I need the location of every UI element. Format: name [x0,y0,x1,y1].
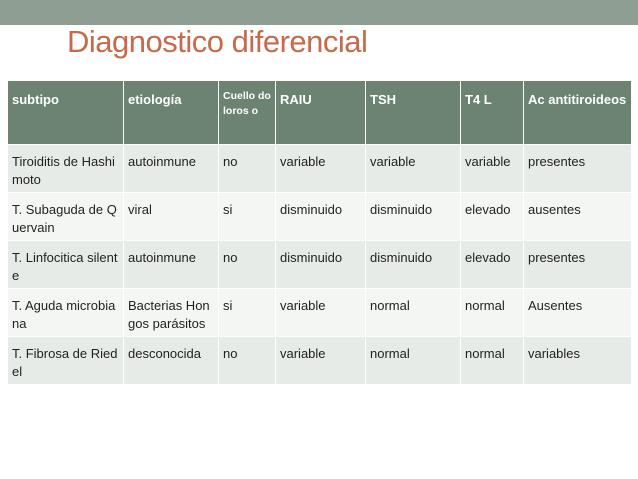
table-cell: Tiroiditis de Hashimoto [8,145,124,193]
table-cell: T. Linfocitica silente [8,241,124,289]
table-cell: normal [366,337,461,385]
table-cell: Bacterias Hongos parásitos [124,289,219,337]
table-cell: elevado [461,193,524,241]
table-cell: T. Aguda microbiana [8,289,124,337]
table-cell: variable [276,337,366,385]
table-cell: variable [366,145,461,193]
table-cell: autoinmune [124,241,219,289]
table-cell: variables [524,337,632,385]
table-row [8,145,632,193]
table-cell: elevado [461,241,524,289]
header-t4l: T4 L [461,81,524,145]
header-ac-antitiroideos: Ac antitiroideos [524,81,632,145]
differential-diagnosis-table [7,80,632,385]
table-cell: variable [276,289,366,337]
table-cell: presentes [524,241,632,289]
table-row [8,241,632,289]
table-cell: T. Subaguda de Quervain [8,193,124,241]
table-cell: normal [366,289,461,337]
table-cell: variable [461,145,524,193]
table-row [8,193,632,241]
header-row [8,81,632,145]
slide-title: Diagnostico diferencial [67,24,368,59]
table-cell: presentes [524,145,632,193]
table-cell: desconocida [124,337,219,385]
table-cell: no [219,337,276,385]
header-raiu: RAIU [276,81,366,145]
table-cell: viral [124,193,219,241]
table-row [8,337,632,385]
table-cell: variable [276,145,366,193]
table-cell: no [219,145,276,193]
header-cuello-doloroso: Cuello doloros o [219,81,276,145]
table-cell: disminuido [276,241,366,289]
table-cell: si [219,193,276,241]
header-etiologia: etiología [124,81,219,145]
header-subtipo: subtipo [8,81,124,145]
table-cell: Ausentes [524,289,632,337]
table-cell: no [219,241,276,289]
table-cell: normal [461,289,524,337]
table-cell: ausentes [524,193,632,241]
table-cell: T. Fibrosa de Riedel [8,337,124,385]
table-cell: disminuido [366,241,461,289]
header-tsh: TSH [366,81,461,145]
table-cell: autoinmune [124,145,219,193]
table-cell: normal [461,337,524,385]
table-cell: si [219,289,276,337]
table-cell: disminuido [366,193,461,241]
table-row [8,289,632,337]
table-cell: disminuido [276,193,366,241]
